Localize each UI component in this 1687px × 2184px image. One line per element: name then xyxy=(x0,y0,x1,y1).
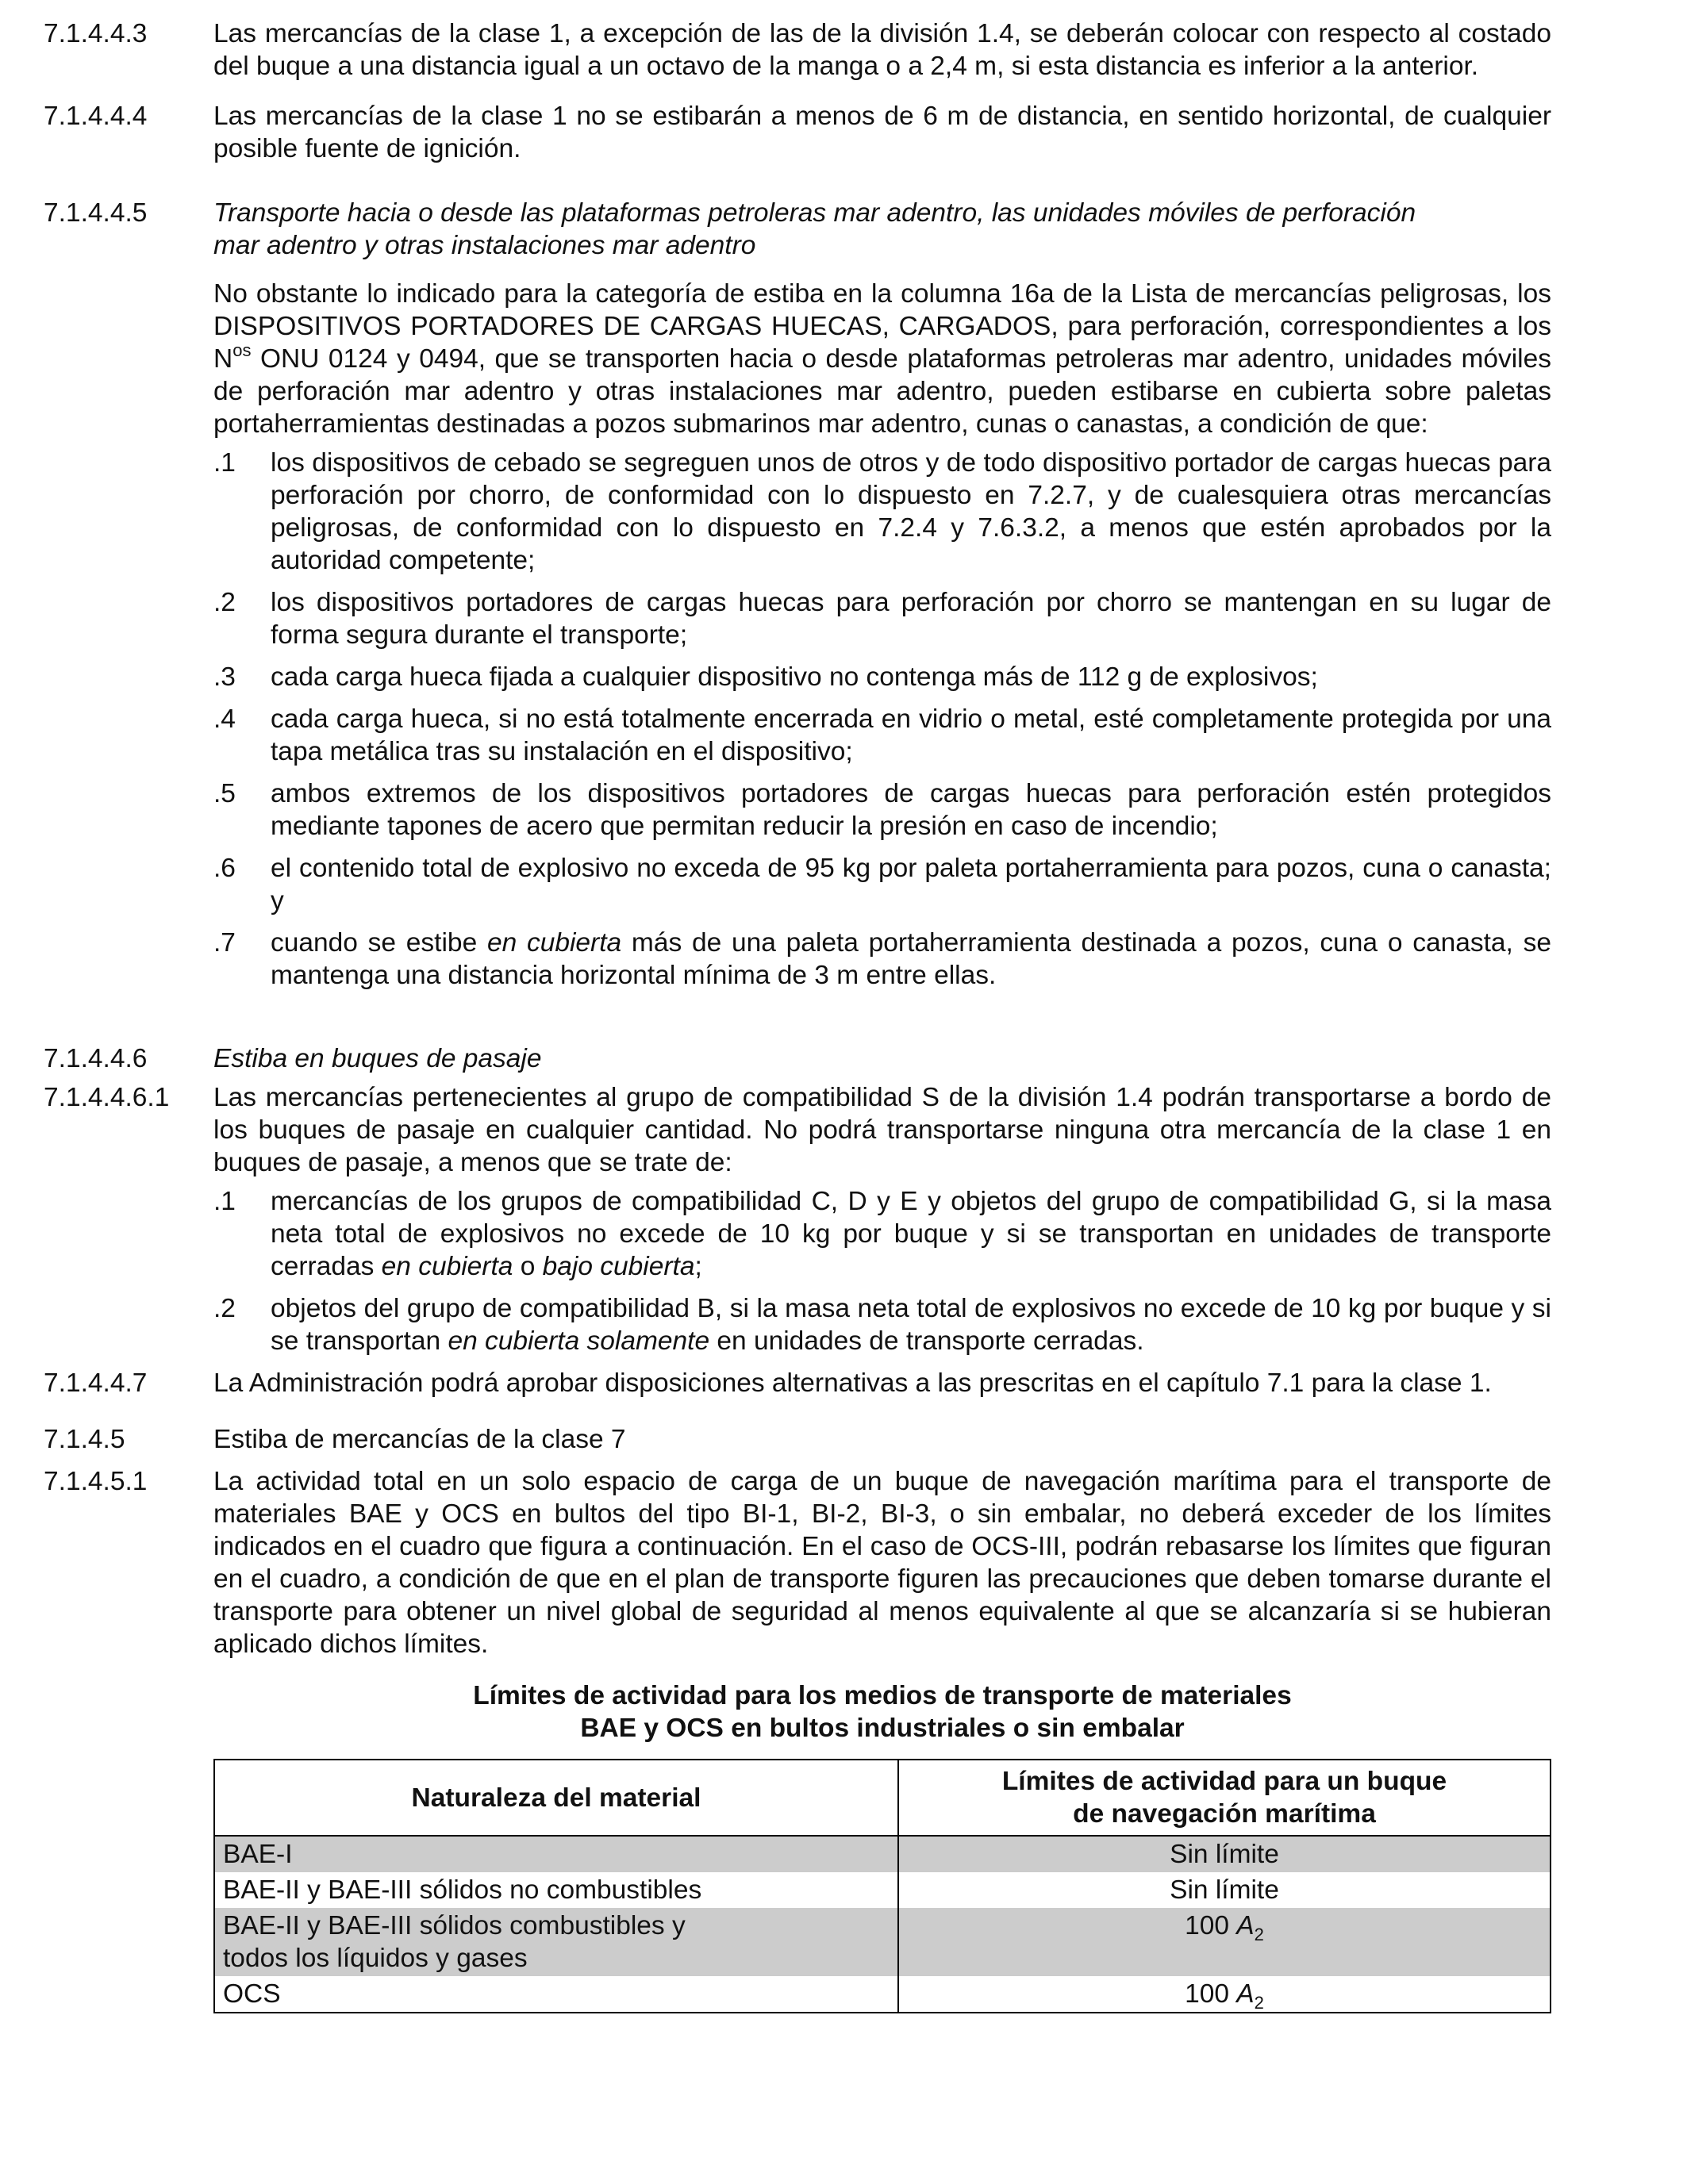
list-item: .5 ambos extremos de los dispositivos portadores de cargas huecas para perforación estén protegidos mediante tapones de acero que permitan reducir la presión en caso de incendio; xyxy=(213,779,1551,841)
table-cell: 100 $A_2$ xyxy=(898,1976,1551,2013)
document-page xyxy=(44,17,1551,2013)
paragraph-text: La Administración podrá aprobar disposiciones alternativas a las prescritas en el capítulo 7.1 para la clase 1. xyxy=(213,1368,1492,1398)
table-row xyxy=(214,1872,1551,1908)
table-cell: BAE-II y BAE-III sólidos combustibles y todos los líquidos y gases xyxy=(214,1908,898,1976)
paragraph-text: La actividad total en un solo espacio de carga de un buque de navegación marítima para el transporte de materiales BAE y OCS en bultos del tipo BI-1, BI-2, BI-3, o sin embalar, no deberá exceder de los límites indicados en el cuadro que figura a continuación. En el caso de OCS-III, podrán rebasarse los límites que figuran en el cuadro, a condición de que en el plan de transporte figuren las precauciones que deben tomarse durante el transporte para obtener un nivel global de seguridad al menos equivalente al que se alcanzaría si se hubieran aplicado dichos límites. xyxy=(213,1467,1551,1659)
heading-7-1-4-4-5 xyxy=(44,197,1551,262)
paragraph-intro: No obstante lo indicado para la categoría de estiba en la columna 16a de la Lista de mercancías peligrosas, los DISPOSITIVOS PORTADORES DE CARGAS HUECAS, CARGADOS, para perforación, correspondientes a los $N^{os}$ ONU 0124 y 0494, que se transporten hacia o desde plataformas petroleras mar adentro, unidades móviles de perforación mar adentro y otras instalaciones mar adentro, pueden estibarse en cubierta sobre paletas portaherramientas destinadas a pozos submarinos mar adentro, cunas o canastas, a condición de que: xyxy=(213,279,1551,439)
table-cell: OCS xyxy=(223,1979,281,2009)
section-number: 7.1.4.4.5 xyxy=(44,198,148,228)
section-number: 7.1.4.5 xyxy=(44,1425,125,1454)
section-number: 7.1.4.5.1 xyxy=(44,1467,148,1496)
column-header: Naturaleza del material xyxy=(214,1760,898,1836)
table-title: Límites de actividad para los medios de transporte de materiales BAE y OCS en bultos industriales o sin embalar xyxy=(473,1681,1292,1743)
paragraph-7-1-4-4-6-1 xyxy=(44,1081,1551,1179)
column-header: Límites de actividad para un buque de navegación marítima xyxy=(898,1760,1551,1836)
paragraph-7-1-4-4-4 xyxy=(44,100,1551,165)
table-row xyxy=(214,1836,1551,1872)
section-number: 7.1.4.4.6.1 xyxy=(44,1083,170,1112)
paragraph-7-1-4-5-1 xyxy=(44,1465,1551,1660)
section-number: 7.1.4.4.7 xyxy=(44,1368,148,1398)
paragraph-text: Las mercancías pertenecientes al grupo de compatibilidad S de la división 1.4 podrán transportarse a bordo de los buques de pasaje en cualquier cantidad. No podrá transportarse ninguna otra mercancía de la clase 1 en buques de pasaje, a menos que se trate de: xyxy=(213,1083,1551,1177)
paragraph-text: Las mercancías de la clase 1, a excepción de las de la división 1.4, se deberán colocar con respecto al costado del buque a una distancia igual a un octavo de la manga o a 2,4 m, si esta distancia es inferior a la anterior. xyxy=(213,19,1551,81)
paragraph-7-1-4-4-7 xyxy=(44,1367,1551,1399)
list-item: .1 los dispositivos de cebado se segreguen unos de otros y de todo dispositivo portador de cargas huecas para perforación por chorro, de conformidad con lo dispuesto en 7.2.7, y de cualesquiera otras mercancías peligrosas, de conformidad con lo dispuesto en 7.2.4 y 7.6.3.2, a menos que estén aprobados por la autoridad competente; xyxy=(213,448,1551,575)
list-item: .7 cuando se estibe en cubierta más de una paleta portaherramienta destinada a pozos, cuna o canasta, se mantenga una distancia horizontal mínima de 3 m entre ellas. xyxy=(213,928,1551,990)
heading-7-1-4-4-6 xyxy=(44,1042,1551,1075)
table-row xyxy=(214,1908,1551,1976)
list-item: .4 cada carga hueca, si no está totalmente encerrada en vidrio o metal, esté completamente protegida por una tapa metálica tras su instalación en el dispositivo; xyxy=(213,704,1551,766)
list-item: .6 el contenido total de explosivo no exceda de 95 kg por paleta portaherramienta para pozos, cuna o canasta; y xyxy=(213,854,1551,915)
section-heading: Estiba en buques de pasaje xyxy=(213,1044,542,1073)
activity-limits-table xyxy=(213,1759,1551,2013)
table-cell: Sin límite xyxy=(898,1872,1551,1908)
paragraph-text: Las mercancías de la clase 1 no se estibarán a menos de 6 m de distancia, en sentido horizontal, de cualquier posible fuente de ignición. xyxy=(213,102,1551,163)
table-cell: Sin límite xyxy=(898,1836,1551,1872)
section-heading: Transporte hacia o desde las plataformas petroleras mar adentro, las unidades móviles de perforación mar adentro y otras instalaciones mar adentro xyxy=(213,198,1416,260)
table-row xyxy=(214,1976,1551,2013)
list-item: .2 los dispositivos portadores de cargas huecas para perforación por chorro se mantengan en su lugar de forma segura durante el transporte; xyxy=(213,588,1551,650)
section-number: 7.1.4.4.4 xyxy=(44,102,148,131)
list-item: .3 cada carga hueca fijada a cualquier dispositivo no contenga más de 112 g de explosivos; xyxy=(213,662,1318,692)
list-item: .1 mercancías de los grupos de compatibilidad C, D y E y objetos del grupo de compatibilidad G, si la masa neta total de explosivos no excede de 10 kg por buque y si se transportan en unidades de transporte cerradas en cubierta o bajo cubierta; xyxy=(213,1187,1551,1281)
table-cell: 100 $A_2$ xyxy=(898,1908,1551,1976)
section-number: 7.1.4.4.6 xyxy=(44,1044,148,1073)
heading-7-1-4-5 xyxy=(44,1423,1551,1456)
list-item: .2 objetos del grupo de compatibilidad B, si la masa neta total de explosivos no excede de 10 kg por buque y si se transportan en cubierta solamente en unidades de transporte cerradas. xyxy=(213,1294,1551,1356)
table-cell: BAE-I xyxy=(214,1836,898,1872)
section-number: 7.1.4.4.3 xyxy=(44,19,148,48)
table-cell: BAE-II y BAE-III sólidos no combustibles xyxy=(223,1875,702,1905)
section-heading: Estiba de mercancías de la clase 7 xyxy=(213,1425,626,1454)
paragraph-7-1-4-4-3 xyxy=(44,17,1551,83)
